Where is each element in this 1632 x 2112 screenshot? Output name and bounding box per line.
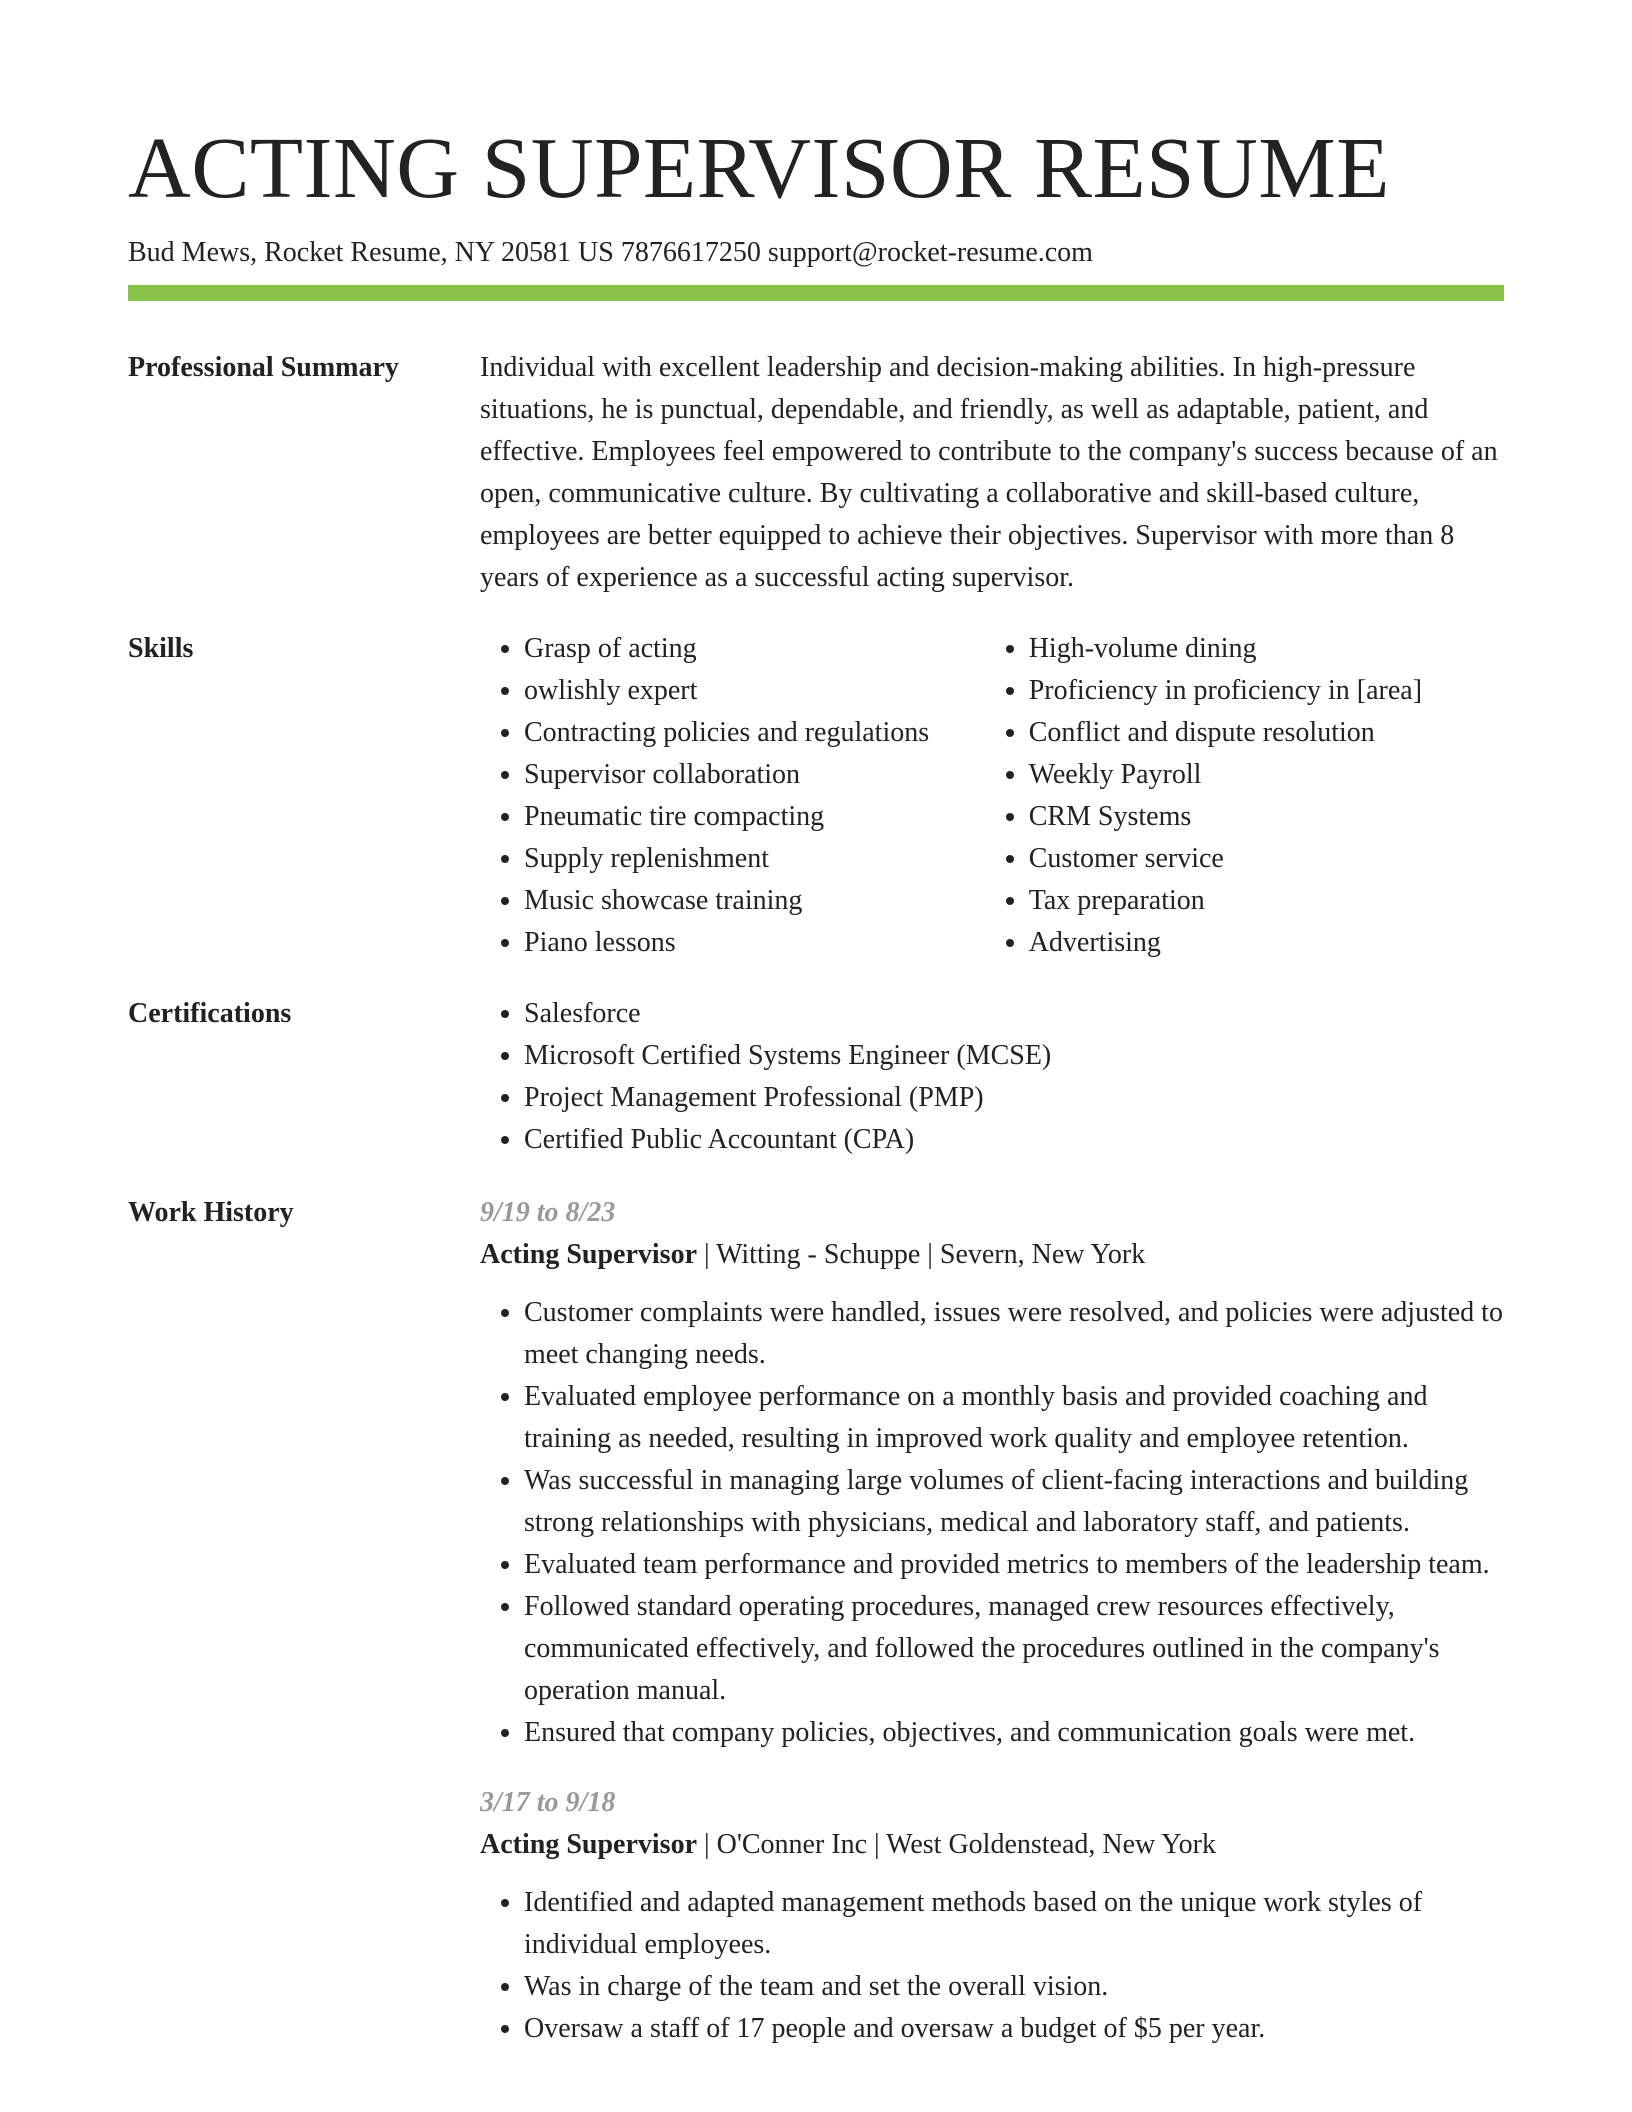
skill-item: • Piano lessons: [524, 922, 985, 964]
job-bullet: • Customer complaints were handled, issues were resolved, and policies were adjusted to meet changing needs.: [524, 1292, 1504, 1376]
job-title: Acting Supervisor: [480, 1829, 697, 1860]
job-bullets: [480, 1292, 1504, 1754]
skill-item: • Conflict and dispute resolution: [1029, 712, 1504, 754]
skill-item: • Music showcase training: [524, 880, 985, 922]
skill-item: • Proficiency in proficiency in [area]: [1029, 670, 1504, 712]
job-bullet: • Was in charge of the team and set the overall vision.: [524, 1966, 1504, 2008]
certifications-content: [480, 993, 1504, 1161]
job-bullet: • Evaluated employee performance on a monthly basis and provided coaching and training as needed, resulting in improved work quality and employee retention.: [524, 1376, 1504, 1460]
skill-item: • Weekly Payroll: [1029, 754, 1504, 796]
resume-header: [128, 118, 1504, 270]
job-bullet: • Was successful in managing large volumes of client-facing interactions and building strong relationships with physicians, medical and laboratory staff, and patients.: [524, 1460, 1504, 1544]
skill-item: • CRM Systems: [1029, 796, 1504, 838]
skill-item: • High-volume dining: [1029, 628, 1504, 670]
job-dates: 9/19 to 8/23: [480, 1197, 616, 1228]
job-bullets: [480, 1882, 1504, 2050]
certification-item: • Salesforce: [524, 993, 1504, 1035]
certification-item: • Project Management Professional (PMP): [524, 1077, 1504, 1119]
job-bullet: • Followed standard operating procedures, managed crew resources effectively, communicated effectively, and followed the procedures outlined in the company's operation manual.: [524, 1586, 1504, 1712]
certification-item: • Certified Public Accountant (CPA): [524, 1119, 1504, 1161]
job-heading: [480, 1234, 1504, 1276]
summary-content: [480, 347, 1504, 599]
header-divider: [128, 285, 1504, 301]
page-title: ACTING SUPERVISOR RESUME: [128, 119, 1390, 216]
skill-item: • Supervisor collaboration: [524, 754, 985, 796]
job-bullet: • Oversaw a staff of 17 people and oversaw a budget of $5 per year.: [524, 2008, 1504, 2050]
job-bullet: • Identified and adapted management methods based on the unique work styles of individual employees.: [524, 1882, 1504, 1966]
skill-item: • Tax preparation: [1029, 880, 1504, 922]
skill-item: • Grasp of acting: [524, 628, 985, 670]
skill-item: • Customer service: [1029, 838, 1504, 880]
job-details: | O'Conner Inc | West Goldenstead, New York: [697, 1829, 1216, 1860]
section-label-certifications: Certifications: [128, 998, 292, 1029]
skill-item: • Advertising: [1029, 922, 1504, 964]
work-history-content: [480, 1192, 1504, 2050]
section-label-summary: Professional Summary: [128, 352, 399, 383]
job-details: | Witting - Schuppe | Severn, New York: [697, 1239, 1146, 1270]
summary-text: Individual with excellent leadership and decision-making abilities. In high-pressure situations, he is punctual, dependable, and friendly, as well as adaptable, patient, and effective. Employees feel empowered to contribute to the company's success because of an open, communicative culture. By cultivating a collaborative and skill-based culture, employees are better equipped to achieve their objectives. Supervisor with more than 8 years of experience as a successful acting supervisor.: [480, 352, 1498, 593]
section-label-skills: Skills: [128, 633, 194, 664]
section-label-work-history: Work History: [128, 1197, 294, 1228]
skills-list-right: [985, 628, 1504, 964]
job-bullet: • Ensured that company policies, objectives, and communication goals were met.: [524, 1712, 1504, 1754]
certifications-list: [480, 993, 1504, 1161]
job-title: Acting Supervisor: [480, 1239, 697, 1270]
job-heading: [480, 1824, 1504, 1866]
skill-item: • Pneumatic tire compacting: [524, 796, 985, 838]
job-entry: [480, 1782, 1504, 2050]
skill-item: • Contracting policies and regulations: [524, 712, 985, 754]
job-dates: 3/17 to 9/18: [480, 1787, 616, 1818]
skills-content: [480, 628, 1504, 964]
job-entry: [480, 1192, 1504, 1754]
contact-line: Bud Mews, Rocket Resume, NY 20581 US 7876617250 support@rocket-resume.com: [128, 237, 1093, 268]
skill-item: • Supply replenishment: [524, 838, 985, 880]
skill-item: • owlishly expert: [524, 670, 985, 712]
certification-item: • Microsoft Certified Systems Engineer (MCSE): [524, 1035, 1504, 1077]
skills-list-left: [480, 628, 985, 964]
job-bullet: • Evaluated team performance and provided metrics to members of the leadership team.: [524, 1544, 1504, 1586]
